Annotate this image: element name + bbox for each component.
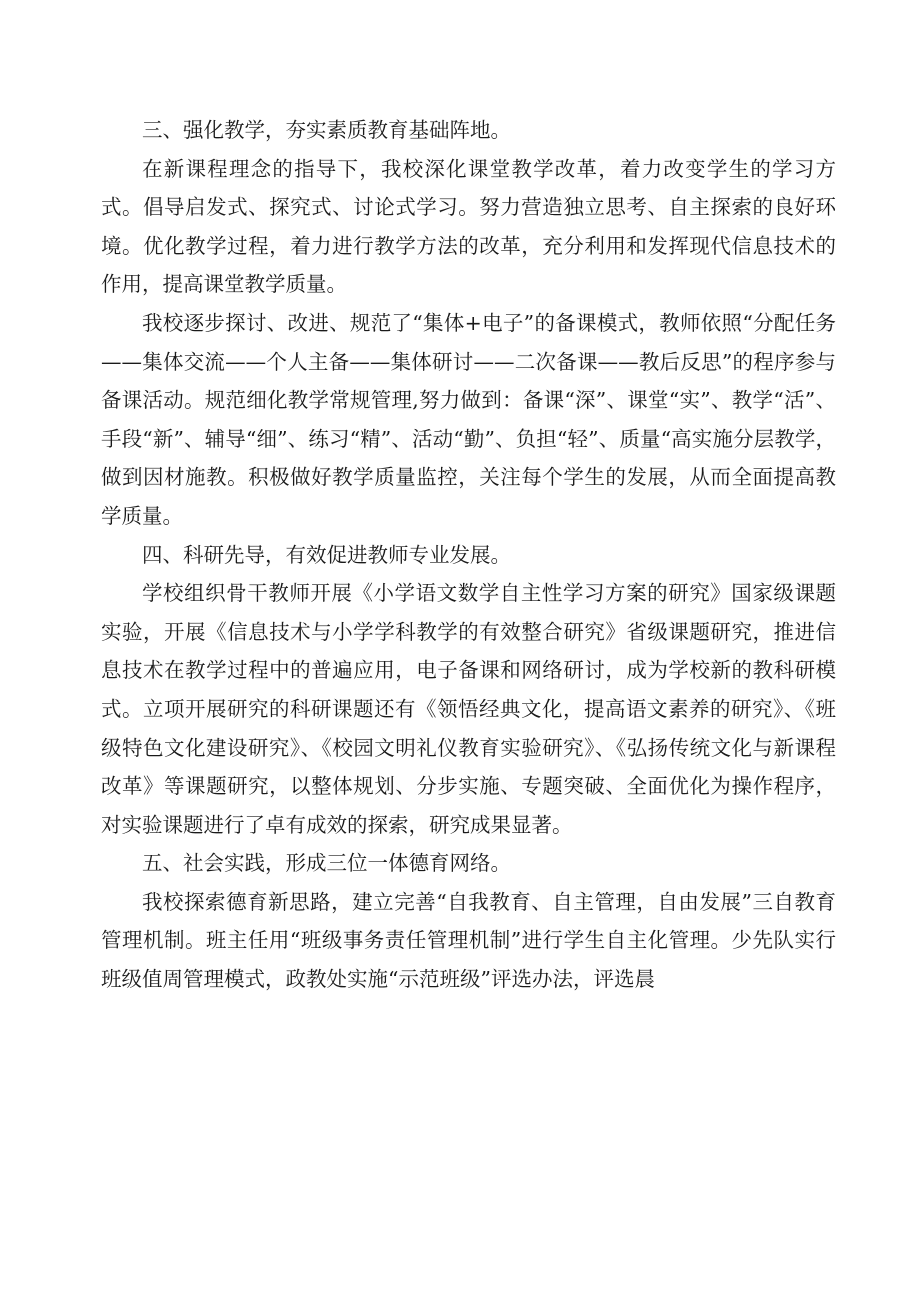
paragraph-research-projects: 学校组织骨干教师开展《小学语文数学自主性学习方案的研究》国家级课题实验，开展《信息技术与小学学科教学的有效整合研究》省级课题研究，推进信息技术在教学过程中的普遍应用，电子备课和网络研讨，成为学校新的教科研模式。立项开展研究的科研课题还有《领悟经典文化，提高语文素养的研究》、《班级特色文化建设研究》、《校园文明礼仪教育实验研究》、《弘扬传统文化与新课程改革》等课题研究，以整体规划、分步实施、专题突破、全面优化为操作程序，对实验课题进行了卓有成效的探索，研究成果显著。 [101,581,836,837]
paragraph-curriculum-reform: 在新课程理念的指导下，我校深化课堂教学改革，着力改变学生的学习方式。倡导启发式、探究式、讨论式学习。努力营造独立思考、自主探索的良好环境。优化教学过程，着力进行教学方法的改革，充分利用和发挥现代信息技术的作用，提高课堂教学质量。 [101,156,836,297]
paragraph-moral-education: 我校探索德育新思路，建立完善“自我教育、自主管理，自由发展”三自教育管理机制。班主任用“班级事务责任管理机制”进行学生自主化管理。少先队实行班级值周管理模式，政教处实施“示范班级”评选办法，评选晨 [101,889,836,992]
document-body [101,111,836,999]
paragraph-lesson-preparation: 我校逐步探讨、改进、规范了“集体+电子”的备课模式，教师依照“分配任务——集体交流——个人主备——集体研讨——二次备课——教后反思”的程序参与备课活动。规范细化教学常规管理,努力做到：备课“深”、课堂“实”、教学“活”、手段“新”、辅导“细”、练习“精”、活动“勤”、负担“轻”、质量“高实施分层教学，做到因材施教。积极做好教学质量监控，关注每个学生的发展，从而全面提高教学质量。 [101,310,836,528]
section-heading-teaching: 三、强化教学，夯实素质教育基础阵地。 [142,118,511,142]
section-heading-social-practice: 五、社会实践，形成三位一体德育网络。 [142,851,511,876]
section-heading-research: 四、科研先导，有效促进教师专业发展。 [142,542,511,567]
